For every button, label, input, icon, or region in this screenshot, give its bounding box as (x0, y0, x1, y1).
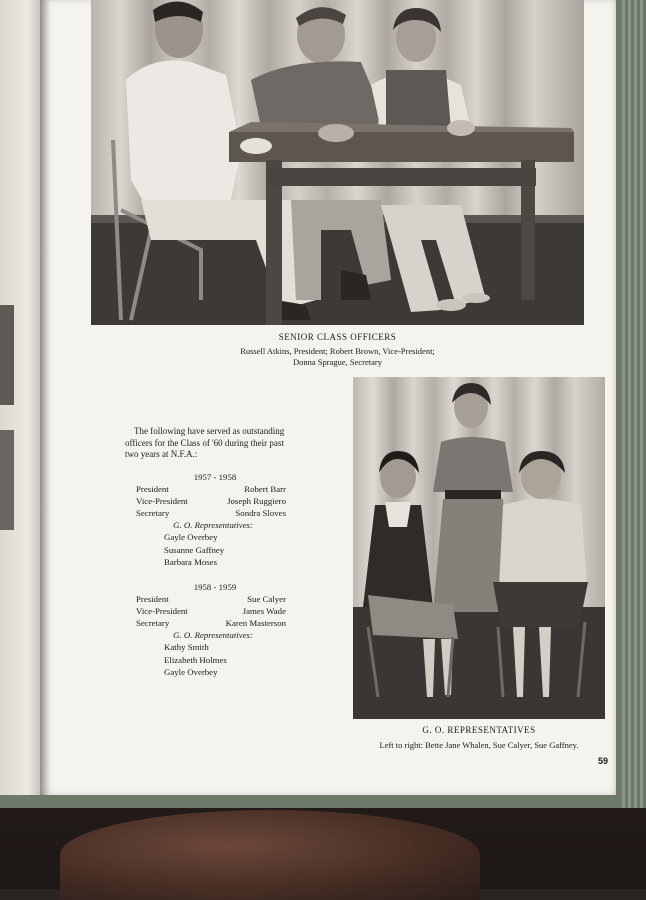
officer-name: Sondra Sloves (235, 508, 286, 518)
officer-name: Robert Barr (244, 484, 286, 494)
officer-row (136, 483, 286, 495)
go-representatives-heading: G. O. Representatives: (173, 630, 253, 640)
officer-name: Karen Masterson (225, 618, 286, 628)
senior-officers-caption-line: Russell Atkins, President; Robert Brown, Vice-President; (240, 346, 435, 356)
left-page (0, 0, 40, 795)
cover-edge (622, 0, 646, 808)
go-representative-name: Gayle Overbey (164, 532, 218, 542)
officer-title: Secretary (136, 618, 170, 628)
officer-row (136, 605, 286, 617)
go-representative-name: Barbara Moses (164, 557, 218, 567)
go-representative-name: Susanne Gaffney (164, 544, 225, 555)
intro-line: The following have served as outstanding (134, 426, 285, 436)
officers-term-1958 (136, 581, 286, 679)
senior-officers-caption (91, 332, 584, 368)
senior-officers-photo-icon (91, 0, 584, 325)
senior-officers-caption-title: SENIOR CLASS OFFICERS (278, 332, 397, 342)
officer-title: Vice-President (136, 496, 188, 506)
go-caption-line: Left to right: Bette Jane Whalen, Sue Calyer, Sue Gaffney. (379, 740, 579, 750)
hand-shadow (60, 810, 480, 900)
officer-row (136, 495, 286, 507)
officer-title: Secretary (136, 508, 170, 518)
left-page-photo-edge (0, 305, 14, 405)
officer-title: Vice-President (136, 606, 188, 616)
officer-row (136, 507, 286, 519)
go-representatives-heading: G. O. Representatives: (173, 520, 253, 530)
intro-paragraph (125, 426, 315, 461)
officers-term-1957 (136, 471, 286, 569)
go-representative-name: Kathy Smith (164, 642, 209, 652)
officer-row (136, 617, 286, 629)
term-year: 1957 - 1958 (193, 472, 237, 482)
go-representatives-caption (353, 725, 605, 751)
page-number: 59 (598, 756, 609, 766)
go-representatives-photo-icon (353, 377, 605, 719)
officer-name: Sue Calyer (247, 594, 286, 604)
term-year: 1958 - 1959 (193, 582, 237, 592)
left-page-photo-edge (0, 430, 14, 530)
officer-name: Joseph Ruggiero (227, 496, 286, 506)
go-caption-title: G. O. REPRESENTATIVES (422, 725, 536, 735)
officer-row (136, 593, 286, 605)
officer-name: James Wade (242, 606, 286, 616)
go-representative-name: Elizabeth Holmes (164, 654, 227, 665)
officer-title: President (136, 484, 169, 494)
officer-title: President (136, 594, 169, 604)
page-gutter (40, 0, 50, 795)
intro-line: officers for the Class of '60 during their past (125, 437, 284, 448)
go-representative-name: Gayle Overbey (164, 667, 218, 677)
intro-line: two years at N.F.A.: (125, 449, 198, 459)
senior-class-officers-photo (91, 0, 584, 325)
senior-officers-caption-line: Donna Sprague, Secretary (293, 357, 382, 367)
go-representatives-photo (353, 377, 605, 719)
